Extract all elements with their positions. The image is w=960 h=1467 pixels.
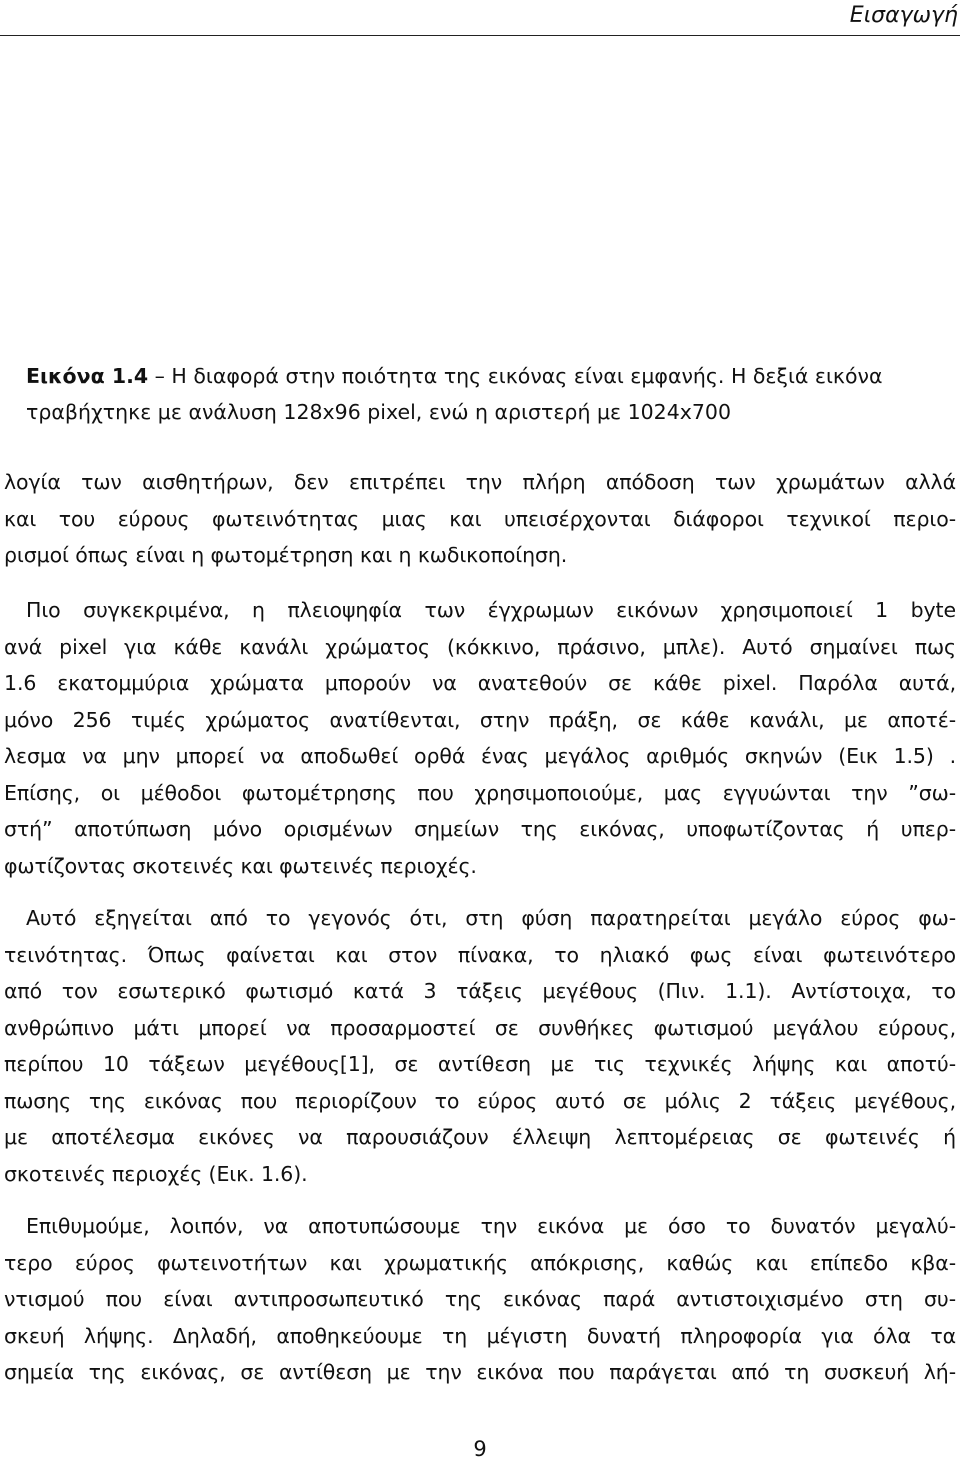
header-rule xyxy=(0,35,960,36)
text-line: λεσμα να μην μπορεί να αποδωθεί ορθά ένας μεγάλος αριθμός σκηνών (Εικ 1.5) . xyxy=(4,744,956,768)
text-line: Πιο συγκεκριμένα, η πλειοψηφία των έγχρωμων εικόνων χρησιμοποιεί 1 byte xyxy=(26,598,956,622)
text-line: από τον εσωτερικό φωτισμό κατά 3 τάξεις μεγέθους (Πιν. 1.1). Αντίστοιχα, το xyxy=(4,979,956,1003)
caption-text-line-2: τραβήχτηκε με ανάλυση 128x96 pixel, ενώ η αριστερή με 1024x700 xyxy=(26,400,732,424)
running-header: Εισαγωγή xyxy=(849,3,958,28)
paragraph xyxy=(4,900,956,1192)
text-line: πωσης της εικόνας που περιορίζουν το εύρος αυτό σε μόλις 2 τάξεις μεγέθους, xyxy=(4,1088,956,1113)
page-number: 9 xyxy=(473,1437,487,1461)
text-line: λογία των αισθητήρων, δεν επιτρέπει την πλήρη απόδοση των χρωμάτων αλλά xyxy=(4,470,956,494)
text-line: με αποτέλεσμα εικόνες να παρουσιάζουν έλλειψη λεπτομέρειας σε φωτεινές ή xyxy=(4,1125,956,1149)
text-line: ανθρώπινο μάτι μπορεί να προσαρμοστεί σε συνθήκες φωτισμού μεγάλου εύρους, xyxy=(4,1015,956,1040)
text-line: Αυτό εξηγείται από το γεγονός ότι, στη φύση παρατηρείται μεγάλο εύρος φω- xyxy=(26,906,956,930)
paragraph-continuation xyxy=(4,464,956,574)
text-line: και του εύρους φωτεινότητας μιας και υπεισέρχονται διάφοροι τεχνικοί περιο- xyxy=(4,506,956,531)
paragraph xyxy=(4,1208,956,1391)
text-line: ντισμού που είναι αντιπροσωπευτικό της εικόνας παρά αντιστοιχισμένο στη συ- xyxy=(4,1287,956,1311)
text-line: μόνο 256 τιμές χρώματος ανατίθενται, στην πράξη, σε κάθε κανάλι, με αποτέ- xyxy=(4,707,956,732)
text-line: ανά pixel για κάθε κανάλι χρώματος (κόκκινο, πράσινο, μπλε). Αυτό σημαίνει πως xyxy=(4,634,956,659)
caption-label: Εικόνα 1.4 xyxy=(26,364,149,388)
text-line: σημεία της εικόνας, σε αντίθεση με την εικόνα που παράγεται από τη συσκευή λή- xyxy=(4,1360,956,1384)
text-line: σκευή λήψης. Δηλαδή, αποθηκεύουμε τη μέγιστη δυνατή πληροφορία για όλα τα xyxy=(4,1323,956,1348)
text-line: φωτίζοντας σκοτεινές και φωτεινές περιοχές. xyxy=(4,853,477,878)
text-line: Επιθυμούμε, λοιπόν, να αποτυπώσουμε την εικόνα με όσο το δυνατόν μεγαλύ- xyxy=(26,1214,956,1238)
text-line: 1.6 εκατομμύρια χρώματα μπορούν να ανατεθούν σε κάθε pixel. Παρόλα αυτά, xyxy=(4,671,956,695)
paragraph xyxy=(4,592,956,884)
text-line: Επίσης, οι μέθοδοι φωτομέτρησης που χρησιμοποιούμε, μας εγγυώνται την ”σω- xyxy=(4,780,956,805)
text-line: τεινότητας. Όπως φαίνεται και στον πίνακα, το ηλιακό φως είναι φωτεινότερο xyxy=(4,942,956,967)
text-line: τερο εύρος φωτεινοτήτων και χρωματικής απόκρισης, καθώς και επίπεδο κβα- xyxy=(4,1250,956,1275)
text-line: στή” αποτύπωση μόνο ορισμένων σημείων της εικόνας, υποφωτίζοντας ή υπερ- xyxy=(4,817,956,841)
caption-text-line-1: – Η διαφορά στην ποιότητα της εικόνας είναι εμφανής. Η δεξιά εικόνα xyxy=(148,364,883,388)
text-line: σκοτεινές περιοχές (Εικ. 1.6). xyxy=(4,1161,308,1186)
figure-caption xyxy=(26,358,946,430)
text-line: περίπου 10 τάξεων μεγέθους[1], σε αντίθεση με τις τεχνικές λήψης και αποτύ- xyxy=(4,1052,956,1076)
text-line: ρισμοί όπως είναι η φωτομέτρηση και η κωδικοποίηση. xyxy=(4,543,568,567)
